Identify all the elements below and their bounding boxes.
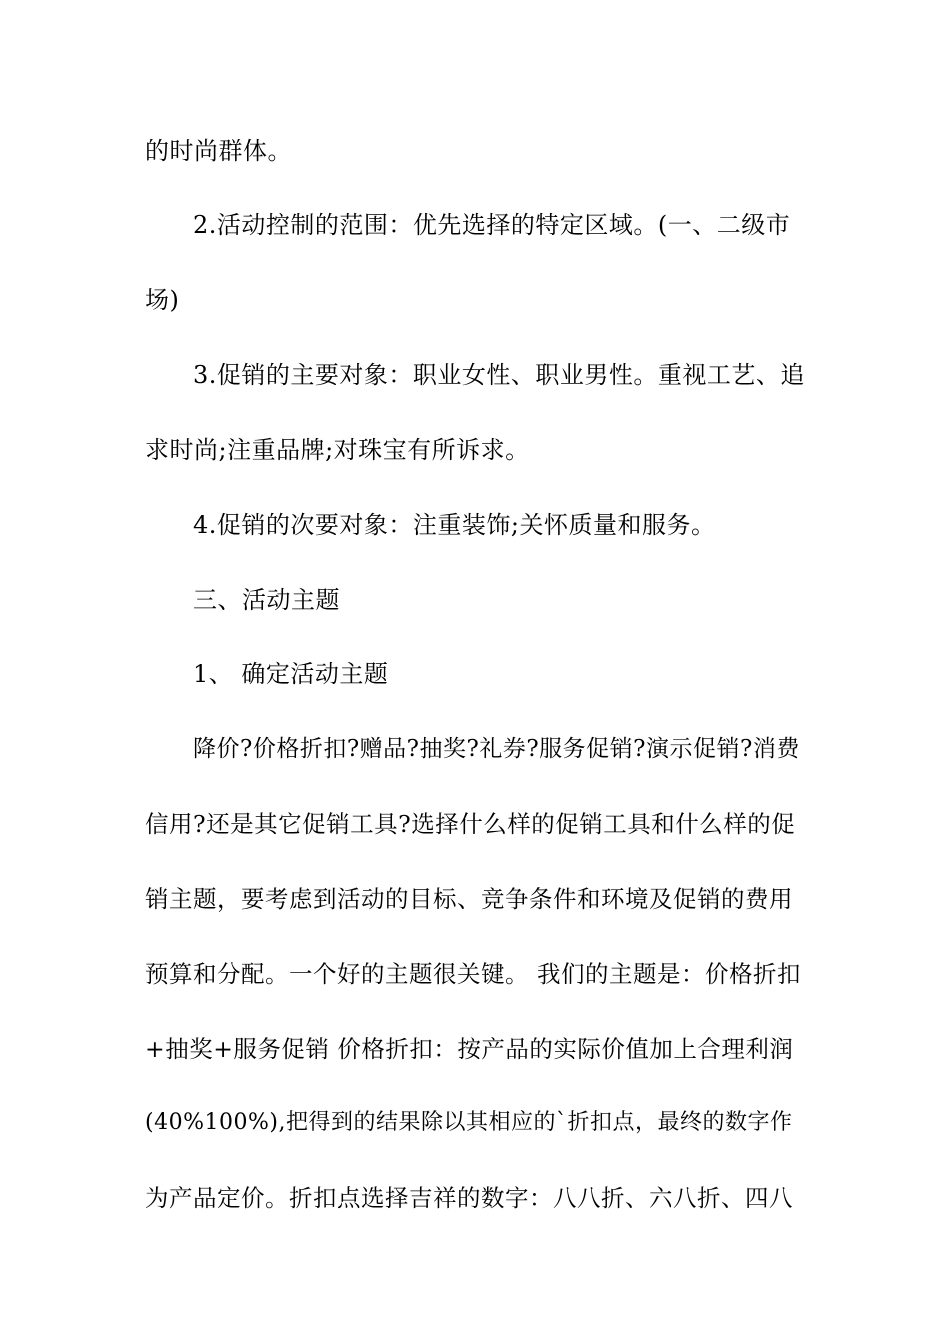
text-line: 场) [145,286,180,314]
text-line: 求时尚;注重品牌;对珠宝有所诉求。 [145,436,530,464]
text-line: (40%100%),把得到的结果除以其相应的`折扣点，最终的数字作 [145,1110,793,1135]
text-line: 为产品定价。折扣点选择吉祥的数字：八八折、六八折、四八 [145,1184,793,1212]
text-line: 的时尚群体。 [145,137,292,165]
text-line: 2.活动控制的范围：优先选择的特定区域。(一、二级市 [193,211,791,239]
subsection-heading: 1、 确定活动主题 [193,660,389,688]
text-line: 4.促销的次要对象：注重装饰;关怀质量和服务。 [193,511,716,539]
section-heading: 三、活动主题 [193,586,340,614]
text-line: 3.促销的主要对象：职业女性、职业男性。重视工艺、追 [193,361,805,389]
text-line: 预算和分配。一个好的主题很关键。 我们的主题是：价格折扣 [145,960,801,988]
text-line: 降价?价格折扣?赠品?抽奖?礼券?服务促销?演示促销?消费 [193,736,800,762]
text-line: +抽奖+服务促销 价格折扣：按产品的实际价值加上合理利润 [145,1035,794,1063]
text-line: 信用?还是其它促销工具?选择什么样的促销工具和什么样的促 [145,810,796,838]
text-line: 销主题，要考虑到活动的目标、竞争条件和环境及促销的费用 [145,885,793,913]
